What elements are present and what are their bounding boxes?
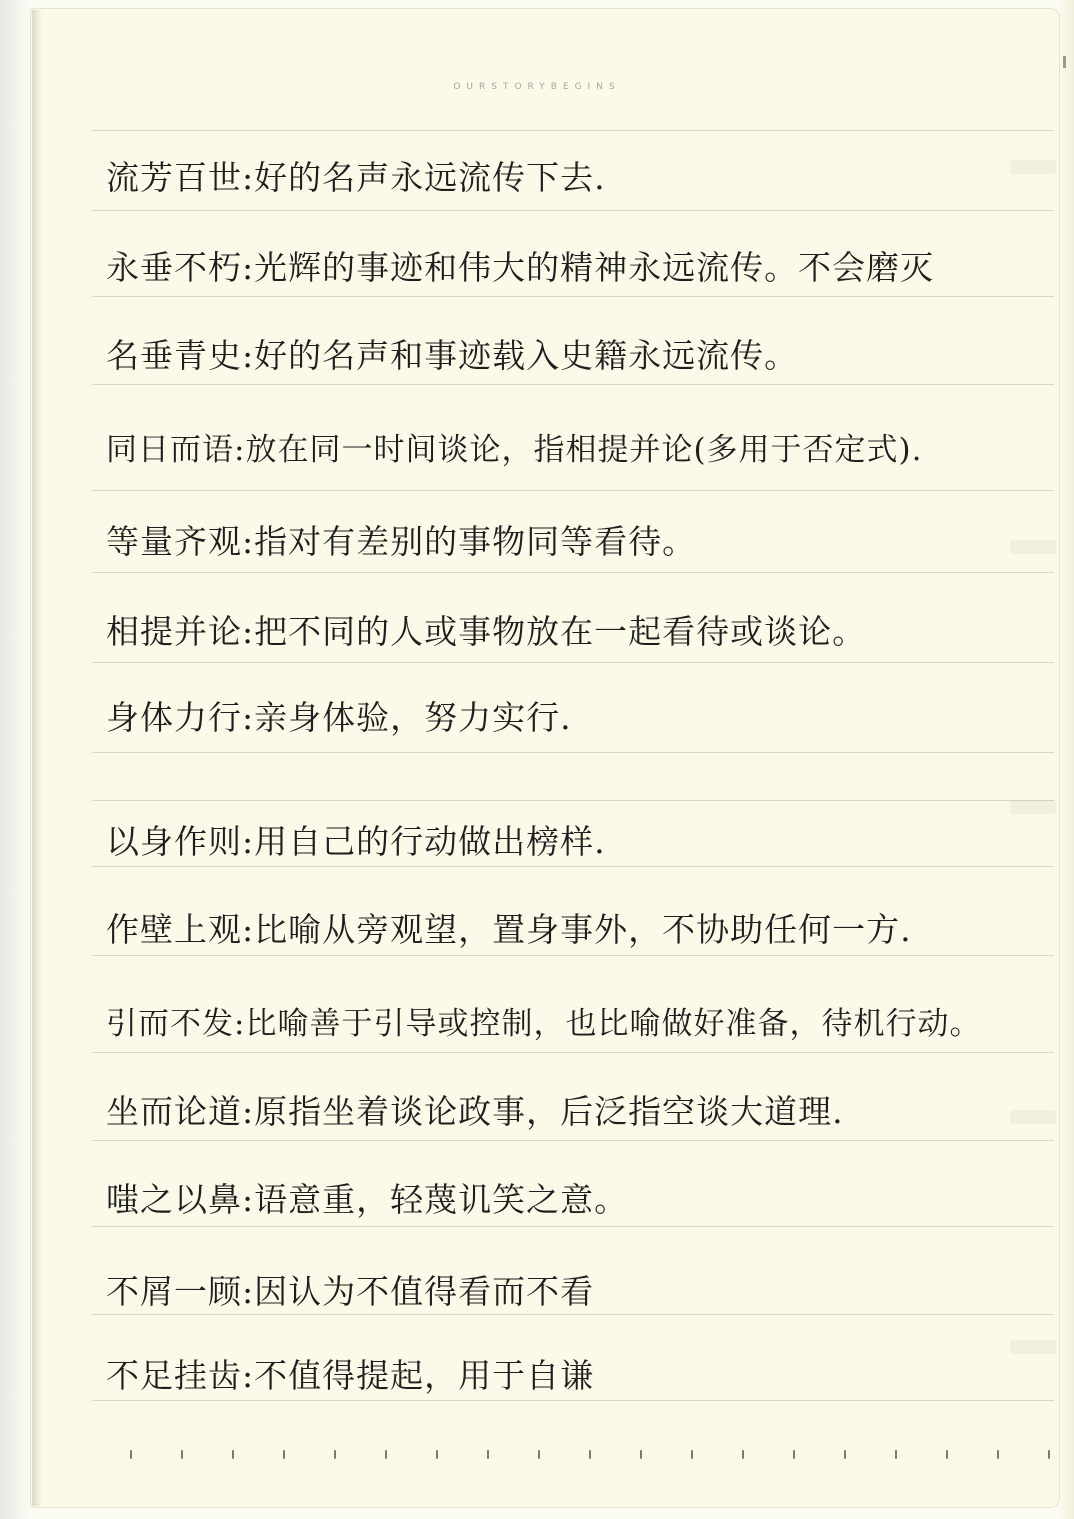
guide-dot — [793, 1450, 795, 1459]
guide-dot — [895, 1450, 897, 1459]
colon: : — [234, 432, 246, 468]
idiom-note — [106, 430, 1056, 470]
dotted-guide-row — [130, 1450, 1050, 1464]
idiom-note — [106, 1272, 1056, 1312]
idiom-definition: 好的名声和事迹载入史籍永远流传。 — [254, 336, 799, 375]
bleed-through-mark — [1010, 1340, 1056, 1354]
colon: : — [242, 612, 255, 651]
ruled-line — [92, 1052, 1054, 1053]
guide-dot — [946, 1450, 948, 1459]
idiom-note — [106, 1180, 1056, 1220]
idiom-definition: 比喻善于引导或控制，也比喻做好准备，待机行动。 — [245, 1006, 982, 1042]
bleed-through-mark — [1010, 800, 1056, 814]
ruled-line — [92, 1226, 1054, 1227]
guide-dot — [538, 1450, 540, 1459]
ruled-line — [92, 130, 1054, 131]
colon: : — [242, 1272, 255, 1311]
idiom-note — [106, 1092, 1056, 1132]
idiom-definition: 比喻从旁观望，置身事外，不协助任何一方. — [254, 910, 912, 949]
guide-dot — [232, 1450, 234, 1459]
colon: : — [242, 1092, 255, 1131]
idiom-term: 不屑一顾 — [106, 1272, 242, 1311]
idiom-term: 嗤之以鼻 — [106, 1180, 242, 1219]
ruled-line — [92, 296, 1054, 297]
notebook-binding — [0, 0, 30, 1519]
guide-dot — [1048, 1450, 1050, 1459]
idiom-definition: 不值得提起，用于自谦 — [254, 1356, 595, 1395]
ruled-line — [92, 955, 1054, 956]
idiom-term: 作壁上观 — [106, 910, 242, 949]
idiom-term: 同日而语 — [106, 432, 234, 468]
ruled-line — [92, 572, 1054, 573]
idiom-note — [106, 910, 1056, 950]
page-right-edge — [1060, 0, 1074, 1519]
idiom-note — [106, 158, 1056, 198]
idiom-definition: 因认为不值得看而不看 — [254, 1272, 595, 1311]
idiom-term: 流芳百世 — [106, 158, 242, 197]
idiom-definition: 亲身体验，努力实行. — [254, 698, 572, 737]
ruled-line — [92, 384, 1054, 385]
guide-dot — [640, 1450, 642, 1459]
idiom-term: 引而不发 — [106, 1006, 234, 1042]
guide-dot — [997, 1450, 999, 1459]
guide-dot — [130, 1450, 132, 1459]
colon: : — [242, 698, 255, 737]
guide-dot — [844, 1450, 846, 1459]
idiom-term: 不足挂齿 — [106, 1356, 242, 1395]
idiom-note — [106, 336, 1056, 376]
idiom-note — [106, 522, 1056, 562]
idiom-definition: 光辉的事迹和伟大的精神永远流传。不会磨灭 — [254, 248, 935, 287]
idiom-term: 相提并论 — [106, 612, 242, 651]
guide-dot — [742, 1450, 744, 1459]
idiom-note — [106, 248, 1056, 288]
ruled-line — [92, 490, 1054, 491]
idiom-term: 坐而论道 — [106, 1092, 242, 1131]
ruled-line — [92, 210, 1054, 211]
idiom-definition: 语意重，轻蔑讥笑之意。 — [254, 1180, 629, 1219]
guide-dot — [487, 1450, 489, 1459]
idiom-term: 永垂不朽 — [106, 248, 242, 287]
colon: : — [242, 336, 255, 375]
ruled-line — [92, 662, 1054, 663]
guide-dot — [283, 1450, 285, 1459]
colon: : — [242, 910, 255, 949]
guide-dot — [385, 1450, 387, 1459]
idiom-note — [106, 612, 1056, 652]
ruled-line — [92, 1400, 1054, 1401]
idiom-note — [106, 1356, 1056, 1396]
idiom-note — [106, 698, 1056, 738]
guide-dot — [436, 1450, 438, 1459]
guide-dot — [589, 1450, 591, 1459]
idiom-definition: 把不同的人或事物放在一起看待或谈论。 — [254, 612, 867, 651]
idiom-definition: 好的名声永远流传下去. — [254, 158, 606, 197]
colon: : — [242, 822, 255, 861]
ruled-line — [92, 800, 1054, 801]
idiom-term: 以身作则 — [106, 822, 242, 861]
idiom-definition: 指对有差别的事物同等看待。 — [254, 522, 697, 561]
idiom-note — [106, 822, 1056, 862]
idiom-definition: 放在同一时间谈论，指相提并论(多用于否定式). — [245, 432, 923, 468]
colon: : — [242, 1180, 255, 1219]
colon: : — [242, 522, 255, 561]
guide-dot — [334, 1450, 336, 1459]
colon: : — [242, 1356, 255, 1395]
colon: : — [242, 158, 255, 197]
guide-dot — [181, 1450, 183, 1459]
idiom-note — [106, 1004, 1056, 1044]
idiom-definition: 用自己的行动做出榜样. — [254, 822, 606, 861]
page-header: OURSTORYBEGINS — [453, 82, 621, 92]
ruled-line — [92, 866, 1054, 867]
idiom-definition: 原指坐着谈论政事，后泛指空谈大道理. — [254, 1092, 844, 1131]
ruled-line — [92, 1314, 1054, 1315]
guide-dot — [691, 1450, 693, 1459]
page-edge-shadow — [32, 10, 42, 1506]
colon: : — [234, 1006, 246, 1042]
idiom-term: 名垂青史 — [106, 336, 242, 375]
idiom-term: 等量齐观 — [106, 522, 242, 561]
idiom-term: 身体力行 — [106, 698, 242, 737]
ruled-line — [92, 1140, 1054, 1141]
ruled-line — [92, 752, 1054, 753]
corner-mark — [1063, 56, 1066, 68]
colon: : — [242, 248, 255, 287]
